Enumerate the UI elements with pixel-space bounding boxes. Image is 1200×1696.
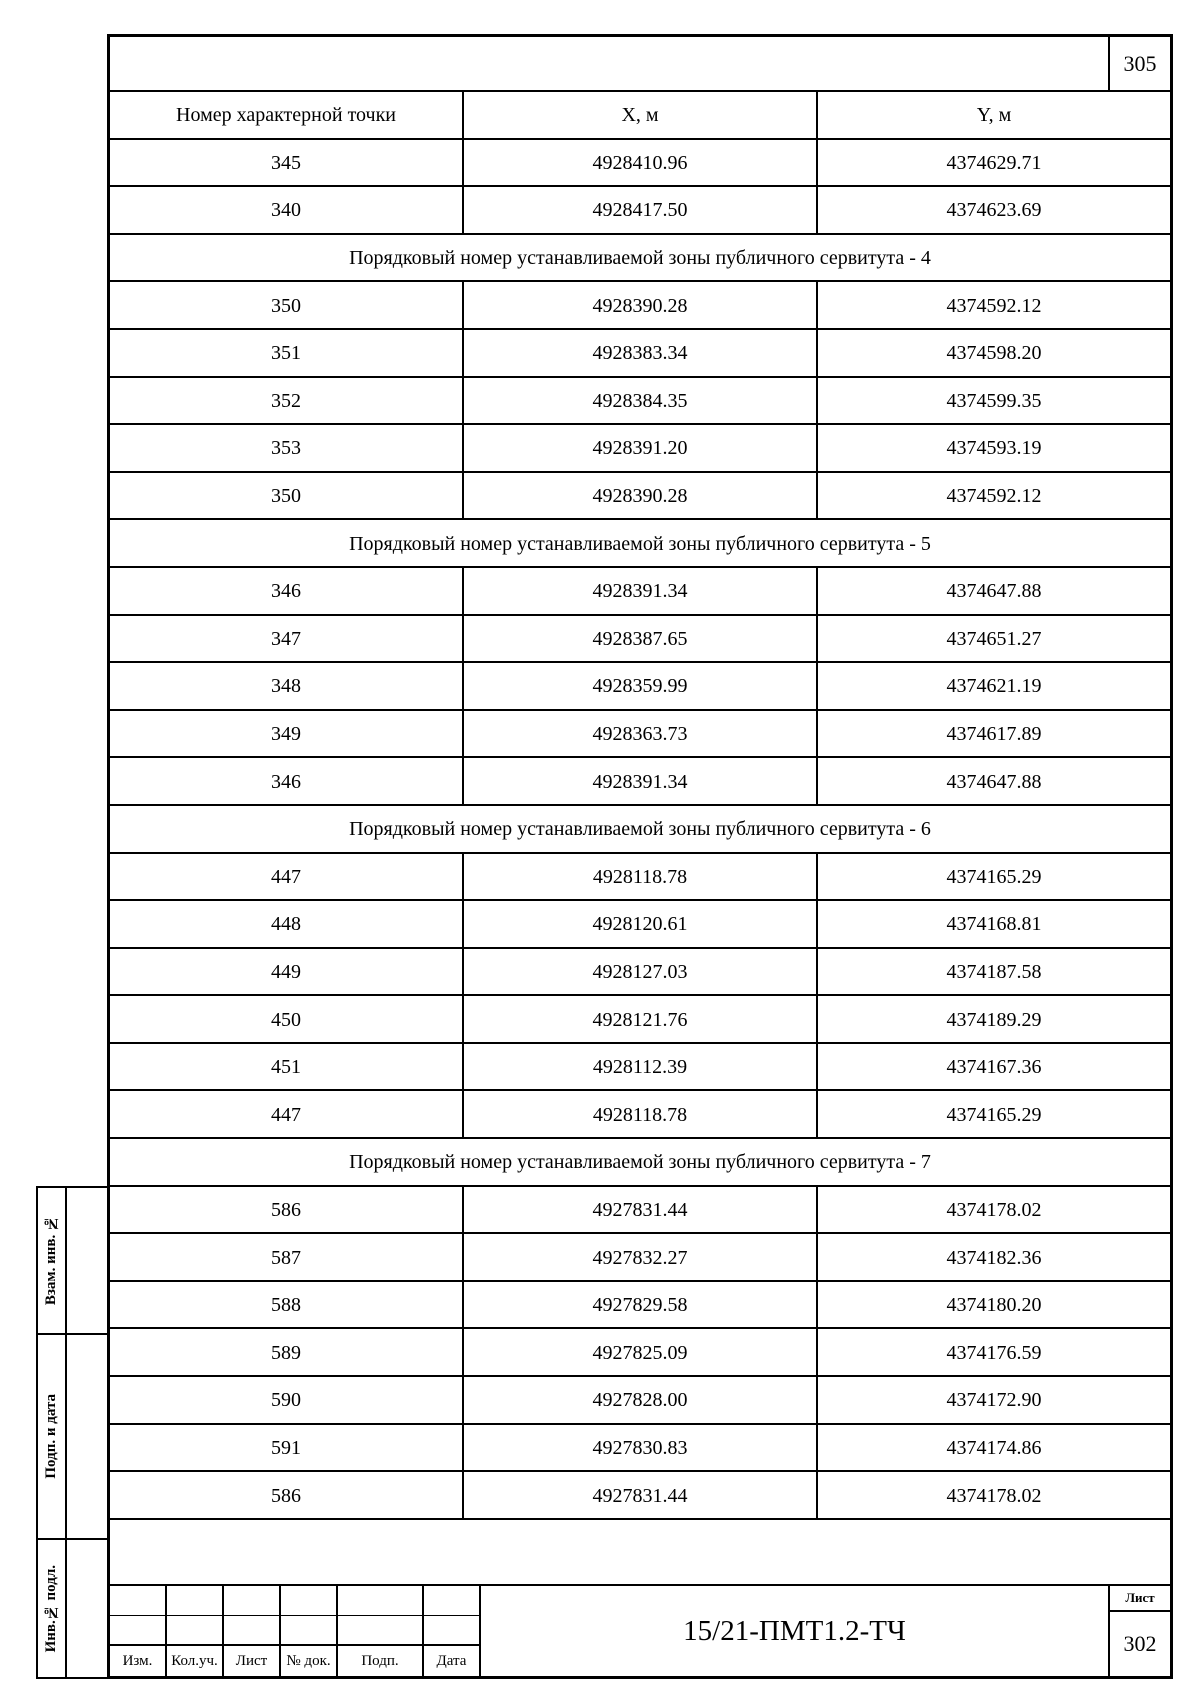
sheet-label: Лист [1110,1586,1170,1612]
x-coordinate-cell: 4928383.34 [464,330,818,378]
x-coordinate-cell: 4928391.34 [464,568,818,616]
revision-grid [110,1586,481,1676]
y-coordinate-cell: 4374187.58 [818,949,1170,997]
point-number-cell: 591 [110,1425,464,1473]
title-block [110,1584,1170,1676]
y-coordinate-cell: 4374168.81 [818,901,1170,949]
y-coordinate-cell: 4374623.69 [818,187,1170,235]
y-coordinate-cell: 4374651.27 [818,616,1170,664]
x-coordinate-cell: 4928118.78 [464,1091,818,1139]
x-coordinate-cell: 4927831.44 [464,1472,818,1520]
revision-cell [167,1616,224,1646]
y-coordinate-cell: 4374189.29 [818,996,1170,1044]
x-coordinate-cell: 4928390.28 [464,473,818,521]
side-approval-strip [36,1186,107,1679]
point-number-cell: 588 [110,1282,464,1330]
x-coordinate-cell: 4928417.50 [464,187,818,235]
y-coordinate-cell: 4374180.20 [818,1282,1170,1330]
y-coordinate-cell: 4374176.59 [818,1329,1170,1377]
point-number-cell: 350 [110,473,464,521]
point-number-cell: 348 [110,663,464,711]
orig-inv-label: Инв.№ подл. [43,1564,59,1653]
point-number-cell: 586 [110,1187,464,1235]
point-number-cell: 340 [110,187,464,235]
point-number-cell: 589 [110,1329,464,1377]
sheet-number: 302 [1123,1631,1157,1656]
point-number-cell: 590 [110,1377,464,1425]
revision-cell [281,1616,338,1646]
y-coordinate-cell: 4374165.29 [818,854,1170,902]
header-x-coordinate: X, м [464,92,818,140]
side-strip-sign-date [38,1335,107,1540]
revision-cell [224,1616,281,1646]
x-coordinate-cell: 4928390.28 [464,282,818,330]
sheet-number-cell [1108,1586,1170,1676]
revision-cell [424,1586,481,1616]
point-number-cell: 350 [110,282,464,330]
side-strip-blank-cell [67,1188,107,1333]
side-strip-orig-inv [38,1540,107,1677]
revision-cell [338,1616,424,1646]
x-coordinate-cell: 4927829.58 [464,1282,818,1330]
point-number-cell: 586 [110,1472,464,1520]
revision-cell [110,1586,167,1616]
side-strip-blank-cell [67,1335,107,1538]
revision-cell [338,1586,424,1616]
col-label-change: Изм. [110,1646,167,1676]
y-coordinate-cell: 4374599.35 [818,378,1170,426]
revision-cell [110,1616,167,1646]
revision-cell [224,1586,281,1616]
document-code-cell [481,1586,1108,1676]
zone-section-title: Порядковый номер устанавливаемой зоны публичного сервитута - 5 [110,520,1170,568]
x-coordinate-cell: 4927828.00 [464,1377,818,1425]
x-coordinate-cell: 4928118.78 [464,854,818,902]
y-coordinate-cell: 4374174.86 [818,1425,1170,1473]
header-point-number: Номер характерной точки [110,92,464,140]
x-coordinate-cell: 4928391.20 [464,425,818,473]
point-number-cell: 351 [110,330,464,378]
revision-cell [167,1586,224,1616]
y-coordinate-cell: 4374165.29 [818,1091,1170,1139]
y-coordinate-cell: 4374167.36 [818,1044,1170,1092]
x-coordinate-cell: 4928387.65 [464,616,818,664]
zone-section-title: Порядковый номер устанавливаемой зоны публичного сервитута - 4 [110,235,1170,283]
x-coordinate-cell: 4928120.61 [464,901,818,949]
document-code: 15/21-ПМТ1.2-ТЧ [683,1614,906,1647]
zone-section-title: Порядковый номер устанавливаемой зоны публичного сервитута - 7 [110,1139,1170,1187]
x-coordinate-cell: 4928121.76 [464,996,818,1044]
point-number-cell: 587 [110,1234,464,1282]
side-strip-label-cell [38,1335,67,1538]
point-number-cell: 353 [110,425,464,473]
x-coordinate-cell: 4927832.27 [464,1234,818,1282]
col-label-count: Кол.уч. [167,1646,224,1676]
point-number-cell: 447 [110,1091,464,1139]
point-number-cell: 447 [110,854,464,902]
side-strip-label-cell [38,1188,67,1333]
header-y-coordinate: Y, м [818,92,1170,140]
y-coordinate-cell: 4374592.12 [818,282,1170,330]
point-number-cell: 450 [110,996,464,1044]
y-coordinate-cell: 4374629.71 [818,140,1170,188]
col-label-doc-number: № док. [281,1646,338,1676]
y-coordinate-cell: 4374647.88 [818,758,1170,806]
x-coordinate-cell: 4927831.44 [464,1187,818,1235]
point-number-cell: 352 [110,378,464,426]
coordinates-table [110,90,1170,1520]
y-coordinate-cell: 4374178.02 [818,1187,1170,1235]
x-coordinate-cell: 4928384.35 [464,378,818,426]
zone-section-title: Порядковый номер устанавливаемой зоны публичного сервитута - 6 [110,806,1170,854]
point-number-cell: 346 [110,758,464,806]
x-coordinate-cell: 4927825.09 [464,1329,818,1377]
point-number-cell: 345 [110,140,464,188]
side-strip-label-cell [38,1540,67,1677]
page-number-top-value: 305 [1123,50,1157,76]
y-coordinate-cell: 4374593.19 [818,425,1170,473]
y-coordinate-cell: 4374598.20 [818,330,1170,378]
side-strip-replace-inv [38,1188,107,1335]
x-coordinate-cell: 4928363.73 [464,711,818,759]
point-number-cell: 349 [110,711,464,759]
y-coordinate-cell: 4374621.19 [818,663,1170,711]
point-number-cell: 448 [110,901,464,949]
point-number-cell: 451 [110,1044,464,1092]
revision-cell [281,1586,338,1616]
revision-cell [424,1616,481,1646]
y-coordinate-cell: 4374172.90 [818,1377,1170,1425]
y-coordinate-cell: 4374592.12 [818,473,1170,521]
y-coordinate-cell: 4374178.02 [818,1472,1170,1520]
col-label-date: Дата [424,1646,481,1676]
y-coordinate-cell: 4374617.89 [818,711,1170,759]
x-coordinate-cell: 4927830.83 [464,1425,818,1473]
y-coordinate-cell: 4374182.36 [818,1234,1170,1282]
point-number-cell: 346 [110,568,464,616]
x-coordinate-cell: 4928391.34 [464,758,818,806]
replace-inv-label: Взам. инв. № [43,1215,59,1306]
col-label-signature: Подп. [338,1646,424,1676]
sign-date-label: Подп. и дата [43,1394,59,1479]
x-coordinate-cell: 4928112.39 [464,1044,818,1092]
point-number-cell: 449 [110,949,464,997]
x-coordinate-cell: 4928127.03 [464,949,818,997]
side-strip-blank-cell [67,1540,107,1677]
x-coordinate-cell: 4928410.96 [464,140,818,188]
col-label-sheet: Лист [224,1646,281,1676]
x-coordinate-cell: 4928359.99 [464,663,818,711]
point-number-cell: 347 [110,616,464,664]
y-coordinate-cell: 4374647.88 [818,568,1170,616]
page-number-top [1108,37,1170,90]
